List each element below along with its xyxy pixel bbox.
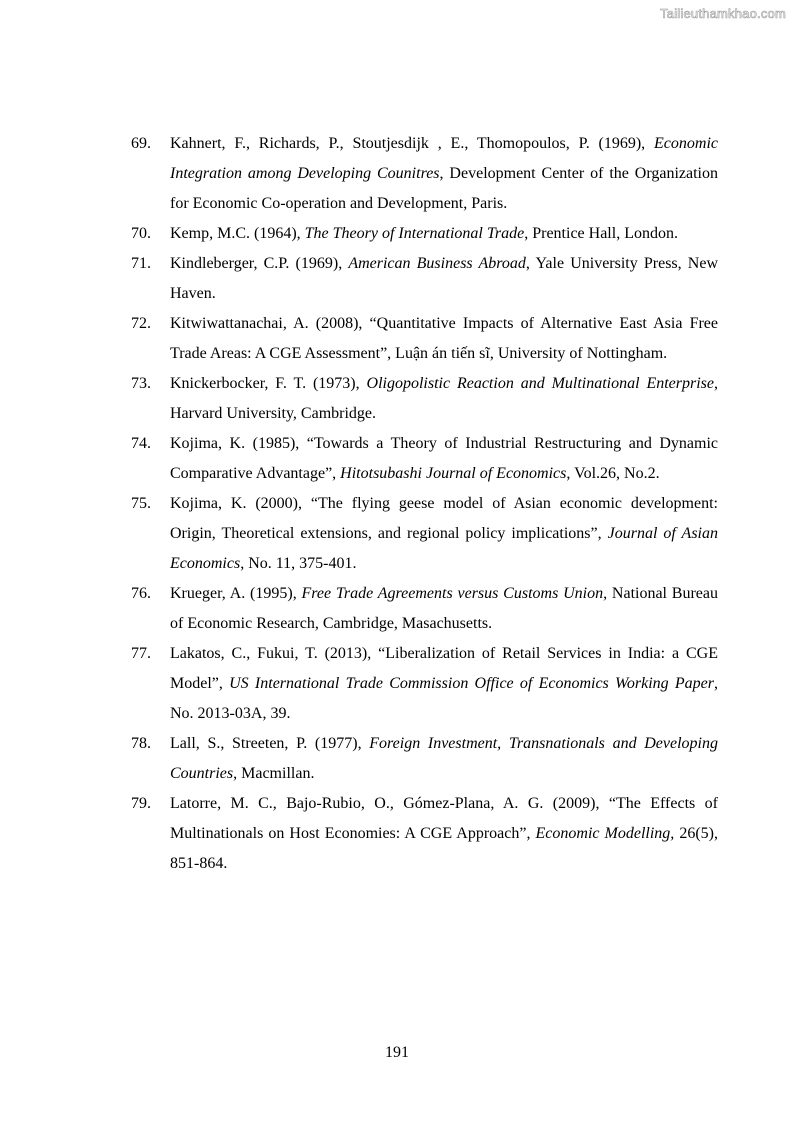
reference-text bbox=[170, 225, 678, 242]
reference-text-segment: Kitwiwattanachai, A. (2008), “Quantitative Impacts of Alternative East Asia Free Trade Areas: A CGE Assessment”, Luận án tiến sĩ, University of Nottingham. bbox=[170, 315, 718, 362]
reference-text-segment: , Macmillan. bbox=[233, 765, 315, 782]
reference-item bbox=[0, 639, 718, 729]
reference-item bbox=[0, 219, 718, 249]
reference-text-segment: Krueger, A. (1995), bbox=[170, 585, 302, 602]
reference-text bbox=[170, 495, 718, 572]
reference-text bbox=[170, 375, 718, 422]
reference-text-segment: Kindleberger, C.P. (1969), bbox=[170, 255, 349, 272]
reference-number: 72. bbox=[131, 315, 151, 332]
reference-text-segment: , Prentice Hall, London. bbox=[524, 225, 678, 242]
reference-number: 69. bbox=[131, 135, 151, 152]
reference-text-segment: Kemp, M.C. (1964), bbox=[170, 225, 305, 242]
reference-number: 74. bbox=[131, 435, 151, 452]
reference-title-italic: Journal of Asian Economics bbox=[170, 525, 719, 572]
reference-number: 77. bbox=[131, 645, 151, 662]
reference-text-segment: Kojima, K. (2000), “The flying geese model of Asian economic development: Origin, Theoretical extensions, and regional policy implications”, bbox=[170, 495, 718, 542]
reference-text-segment: Latorre, M. C., Bajo-Rubio, O., Gómez-Plana, A. G. (2009), “The Effects of Multinationals on Host Economies: A CGE Approach”, bbox=[170, 795, 718, 842]
reference-text-segment: , Vol.26, No.2. bbox=[566, 465, 660, 482]
reference-number: 75. bbox=[131, 495, 151, 512]
reference-item bbox=[0, 579, 718, 639]
reference-number: 78. bbox=[131, 735, 151, 752]
reference-title-italic: Foreign Investment, Transnationals and Developing Countries bbox=[170, 735, 718, 782]
reference-number: 79. bbox=[131, 795, 151, 812]
watermark-text: Tailieuthamkhao.com bbox=[660, 6, 786, 21]
reference-text-segment: 26(5), 851-864. bbox=[170, 825, 719, 872]
reference-item bbox=[0, 309, 718, 369]
reference-item bbox=[0, 429, 718, 489]
reference-title-italic: The Theory of International Trade bbox=[304, 225, 525, 242]
reference-item bbox=[0, 489, 718, 579]
reference-item bbox=[0, 129, 718, 219]
reference-text-segment: , Development Center of the Organization for Economic Co-operation and Development, Paris. bbox=[170, 165, 718, 212]
reference-number: 76. bbox=[131, 585, 151, 602]
reference-text bbox=[170, 255, 718, 302]
reference-title-italic: Economic Integration among Developing Counitres bbox=[170, 135, 718, 182]
reference-title-italic: American Business Abroad bbox=[348, 255, 526, 272]
reference-text bbox=[170, 135, 718, 212]
reference-item bbox=[0, 729, 718, 789]
reference-text-segment: , No. 2013-03A, 39. bbox=[170, 675, 719, 722]
reference-text bbox=[170, 435, 718, 482]
reference-number: 71. bbox=[131, 255, 151, 272]
reference-item bbox=[0, 369, 718, 429]
reference-text-segment: Kojima, K. (1985), “Towards a Theory of Industrial Restructuring and Dynamic Comparative Advantage”, bbox=[170, 435, 718, 482]
reference-text-segment: , Yale University Press, New Haven. bbox=[170, 255, 718, 302]
page-number: 191 bbox=[385, 1044, 409, 1061]
reference-title-italic: US International Trade Commission Office of Economics Working Paper bbox=[229, 675, 715, 692]
reference-list bbox=[0, 129, 794, 879]
reference-text bbox=[170, 645, 718, 722]
reference-text-segment: , Harvard University, Cambridge. bbox=[170, 375, 718, 422]
reference-text-segment: Kahnert, F., Richards, P., Stoutjesdijk , E., Thomopoulos, P. (1969), bbox=[170, 135, 655, 152]
reference-number: 70. bbox=[131, 225, 151, 242]
reference-text-segment: , No. 11, 375-401. bbox=[240, 555, 357, 572]
reference-number: 73. bbox=[131, 375, 151, 392]
reference-title-italic: Free Trade Agreements versus Customs Union bbox=[301, 585, 604, 602]
reference-item bbox=[0, 249, 718, 309]
reference-text-segment: Knickerbocker, F. T. (1973), bbox=[170, 375, 367, 392]
reference-text bbox=[170, 795, 718, 872]
reference-title-italic: Oligopolistic Reaction and Multinational Enterprise bbox=[366, 375, 714, 392]
reference-title-italic: Hitotsubashi Journal of Economics bbox=[340, 465, 567, 482]
reference-text bbox=[170, 585, 718, 632]
reference-text-segment: Lall, S., Streeten, P. (1977), bbox=[170, 735, 370, 752]
reference-item bbox=[0, 789, 718, 879]
reference-title-italic: Economic Modelling, bbox=[535, 825, 675, 842]
reference-text-segment: Lakatos, C., Fukui, T. (2013), “Liberalization of Retail Services in India: a CGE Model”, bbox=[170, 645, 718, 692]
reference-text bbox=[170, 735, 718, 782]
reference-text-segment: , National Bureau of Economic Research, Cambridge, Masachusetts. bbox=[170, 585, 719, 632]
reference-text bbox=[170, 315, 718, 362]
